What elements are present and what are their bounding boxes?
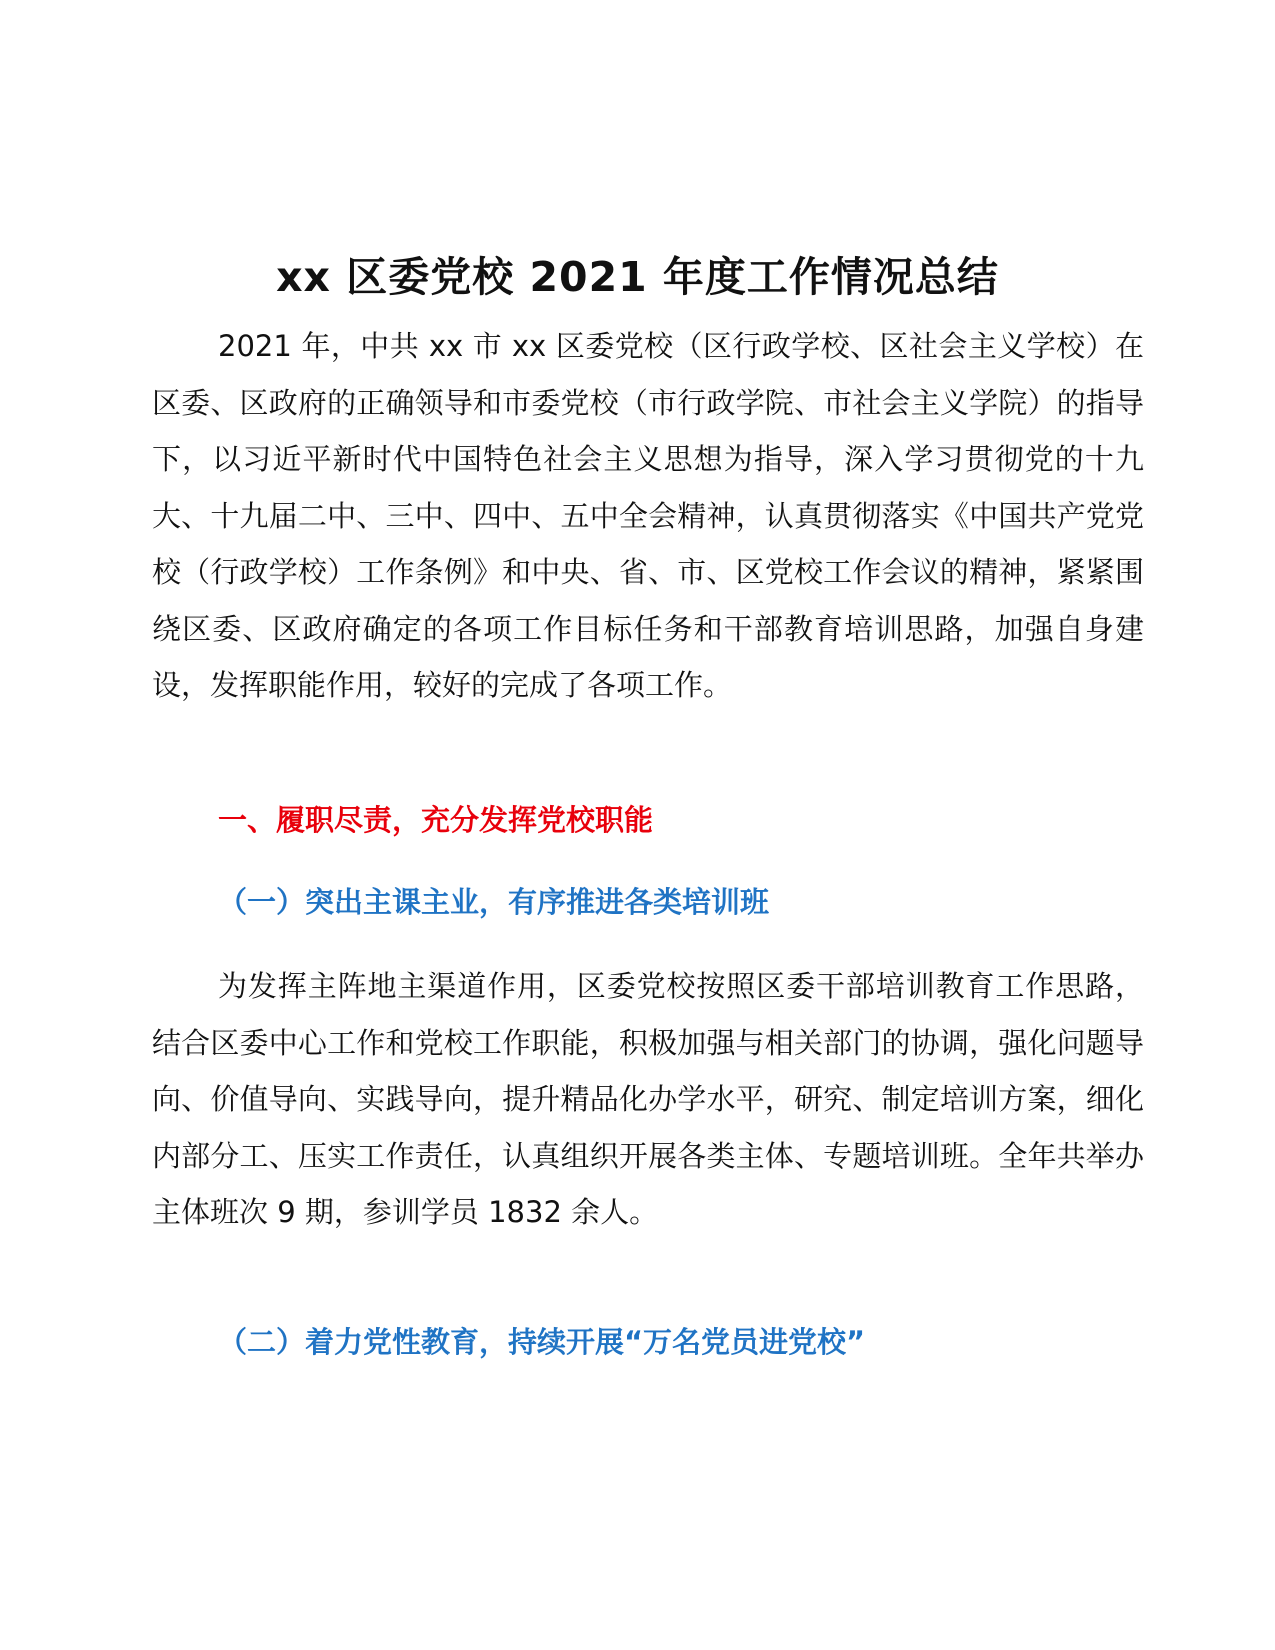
- intro-paragraph: 2021 年，中共 xx 市 xx 区委党校（区行政学校、区社会主义学校）在区委、区政府的正确领导和市委党校（市行政学院、市社会主义学院）的指导下，以习近平新时代中国特色社会主义思想为指导，深入学习贯彻党的十九大、十九届二中、三中、四中、五中全会精神，认真贯彻落实《中国共产党党校（行政学校）工作条例》和中央、省、市、区党校工作会议的精神，紧紧围绕区委、区政府确定的各项工作目标任务和干部教育培训思路，加强自身建设，发挥职能作用，较好的完成了各项工作。: [152, 329, 1144, 702]
- subsection-1-heading: （一）突出主课主业，有序推进各类培训班: [218, 885, 770, 919]
- section-1-heading: 一、履职尽责，充分发挥党校职能: [218, 803, 654, 837]
- document-title: xx 区委党校 2021 年度工作情况总结: [276, 253, 999, 302]
- subsection-2-heading: （二）着力党性教育，持续开展“万名党员进党校”: [218, 1325, 866, 1359]
- training-paragraph: 为发挥主阵地主渠道作用，区委党校按照区委干部培训教育工作思路，结合区委中心工作和党校工作职能，积极加强与相关部门的协调，强化问题导向、价值导向、实践导向，提升精品化办学水平，研究、制定培训方案，细化内部分工、压实工作责任，认真组织开展各类主体、专题培训班。全年共举办主体班次 9 期，参训学员 1832 余人。: [152, 969, 1144, 1229]
